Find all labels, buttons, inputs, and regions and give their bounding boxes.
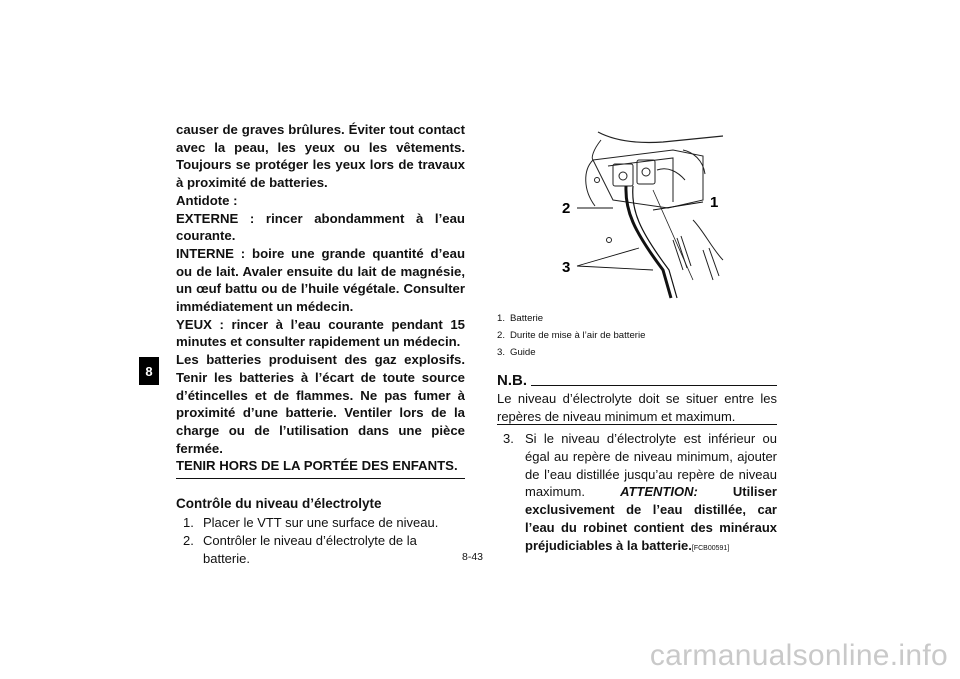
reference-code: [FCB00591] bbox=[691, 544, 730, 552]
step-number: 3. bbox=[503, 431, 514, 446]
internal-instruction: INTERNE : boire une grande quantité d’eau ou de lait. Avaler ensuite du lait de magnésie, un œuf battu ou de l’huile végétale. Consulter immédiatement un médecin. bbox=[176, 245, 465, 315]
external-instruction: EXTERNE : rincer abondamment à l’eau courante. bbox=[176, 210, 465, 244]
left-column bbox=[176, 121, 465, 568]
step-text bbox=[525, 430, 777, 558]
caption-text: Guide bbox=[510, 347, 536, 358]
step-number: 2. bbox=[183, 533, 194, 549]
antidote-label: Antidote : bbox=[176, 192, 238, 208]
attention-text: Utiliser exclusivement de l’eau distillée, car l’eau du robinet contient des minéraux préjudiciables à la batterie. bbox=[525, 484, 777, 553]
step-list bbox=[176, 514, 465, 568]
children-warning: TENIR HORS DE LA PORTÉE DES ENFANTS. bbox=[176, 457, 465, 479]
attention-label: ATTENTION: bbox=[620, 484, 698, 500]
step-item-3 bbox=[497, 430, 777, 558]
watermark: carmanualsonline.info bbox=[649, 639, 948, 672]
step-text: Contrôler le niveau d’électrolyte de la batterie. bbox=[203, 533, 417, 567]
step-item bbox=[176, 532, 465, 568]
caption-number: 2. bbox=[497, 330, 506, 341]
warning-text: causer de graves brûlures. Éviter tout contact avec la peau, les yeux ou les vêtements. Toujours se protéger les yeux lors de travaux à proximité de batteries. bbox=[176, 122, 465, 191]
step-instruction: Si le niveau d’électrolyte est inférieur ou égal au repère de niveau minimum, ajouter de l’eau distillée jusqu’au repère de niveau maximum. bbox=[525, 431, 777, 500]
caption-item bbox=[497, 327, 645, 344]
caption-text: Durite de mise à l’air de batterie bbox=[510, 330, 646, 341]
callout-1: 1 bbox=[710, 194, 719, 211]
warning-block bbox=[176, 121, 465, 479]
step-item bbox=[176, 514, 465, 532]
step-number: 1. bbox=[183, 515, 194, 531]
caption-text: Batterie bbox=[510, 313, 544, 324]
explosive-gas-warning: Les batteries produisent des gaz explosifs. Tenir les batteries à l’écart de toute source d’étincelles et de flammes. Ne pas fumer à proximité d’une batterie. Ventiler lors de la charge ou de l’utilisation dans une pièce fermée. bbox=[176, 352, 465, 456]
caption-item bbox=[497, 344, 645, 361]
callout-2: 2 bbox=[562, 200, 571, 217]
note-text: Le niveau d’électrolyte doit se situer entre les repères de niveau minimum et maximum. bbox=[497, 391, 777, 424]
step-text: Placer le VTT sur une surface de niveau. bbox=[203, 515, 439, 531]
eyes-instruction: YEUX : rincer à l’eau courante pendant 15 minutes et consulter rapidement un médecin. bbox=[176, 316, 465, 350]
battery-illustration bbox=[553, 130, 733, 302]
note-header bbox=[497, 373, 777, 389]
caption-number: 3. bbox=[497, 347, 506, 358]
section-title: Contrôle du niveau d’électrolyte bbox=[176, 496, 382, 512]
chapter-tab bbox=[139, 357, 159, 385]
callout-3: 3 bbox=[562, 259, 571, 276]
caption-number: 1. bbox=[497, 313, 506, 324]
page-number: 8-43 bbox=[462, 551, 484, 563]
chapter-number: 8 bbox=[145, 363, 153, 379]
note-rule bbox=[531, 385, 777, 386]
note-end-rule bbox=[497, 424, 777, 425]
figure-captions bbox=[497, 310, 645, 361]
note-label: N.B. bbox=[497, 372, 527, 389]
caption-item bbox=[497, 310, 645, 327]
